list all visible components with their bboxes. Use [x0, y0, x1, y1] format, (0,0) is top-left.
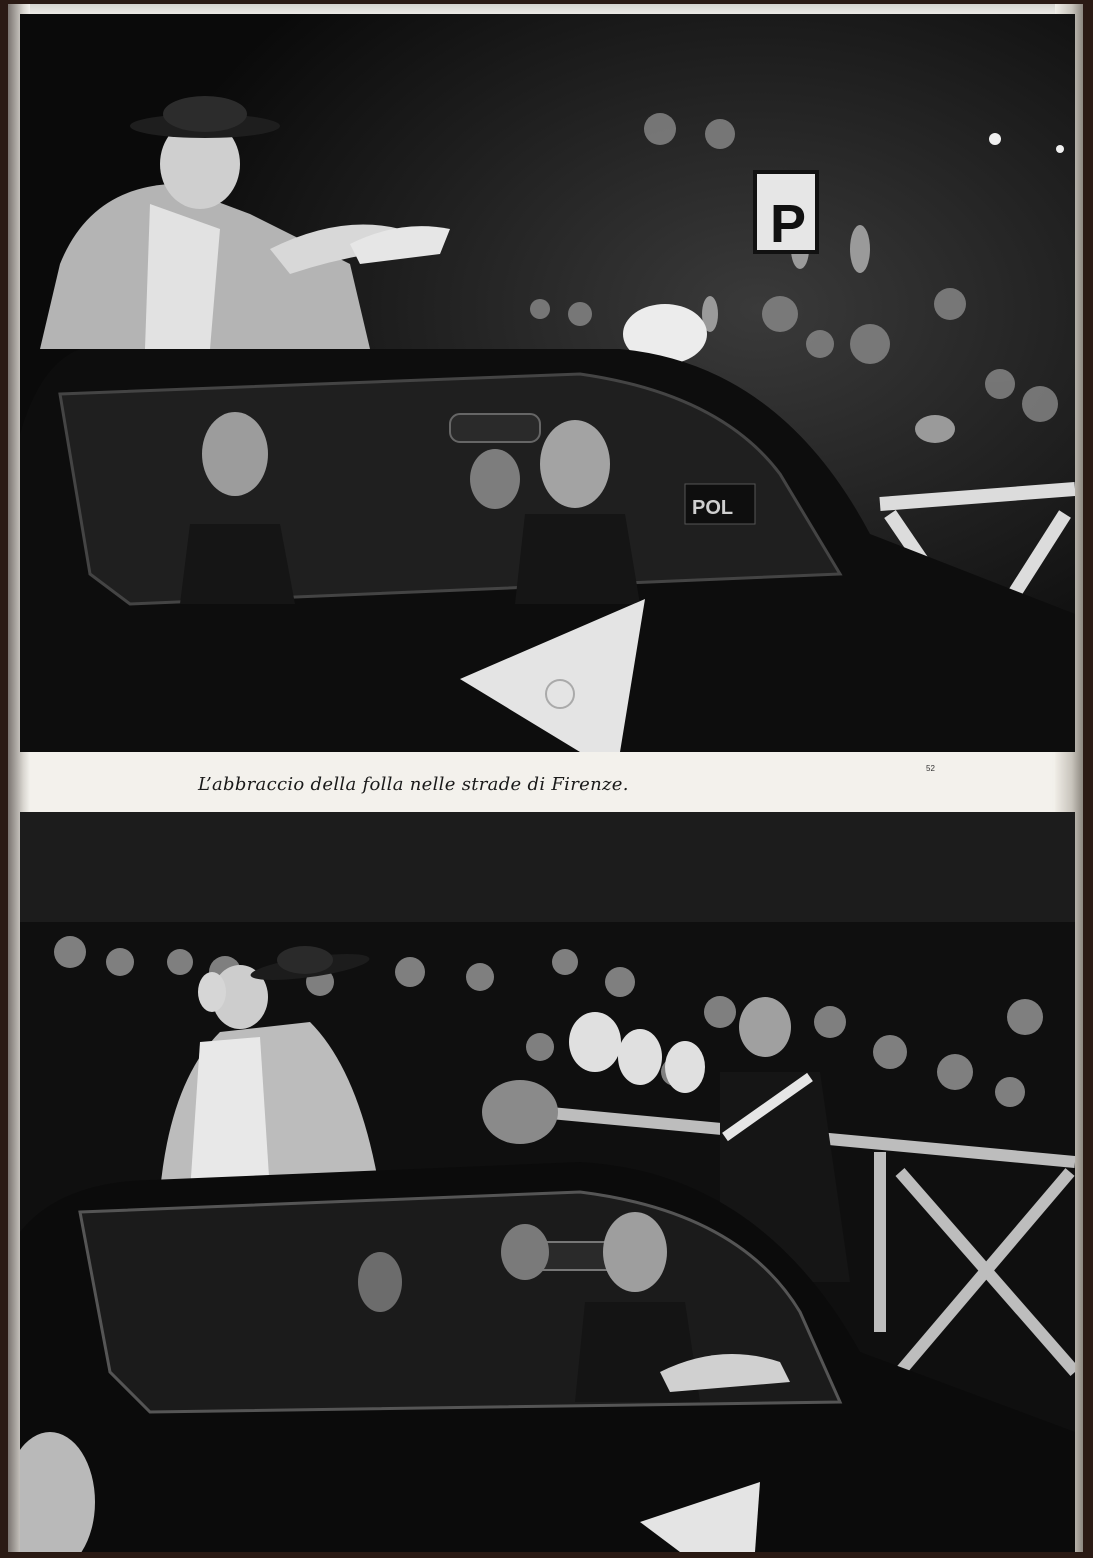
svg-text:P: P — [770, 194, 807, 254]
parking-sign — [755, 172, 817, 254]
photo-caption: L’abbraccio della folla nelle strade di Firenze. — [198, 774, 629, 795]
police-helmet — [482, 1080, 558, 1144]
photo-bottom — [20, 812, 1075, 1552]
page-number-left: 52 — [926, 764, 935, 773]
photo-top — [20, 14, 1075, 752]
book-page — [8, 4, 1083, 1552]
svg-text:POL: POL — [692, 497, 734, 519]
